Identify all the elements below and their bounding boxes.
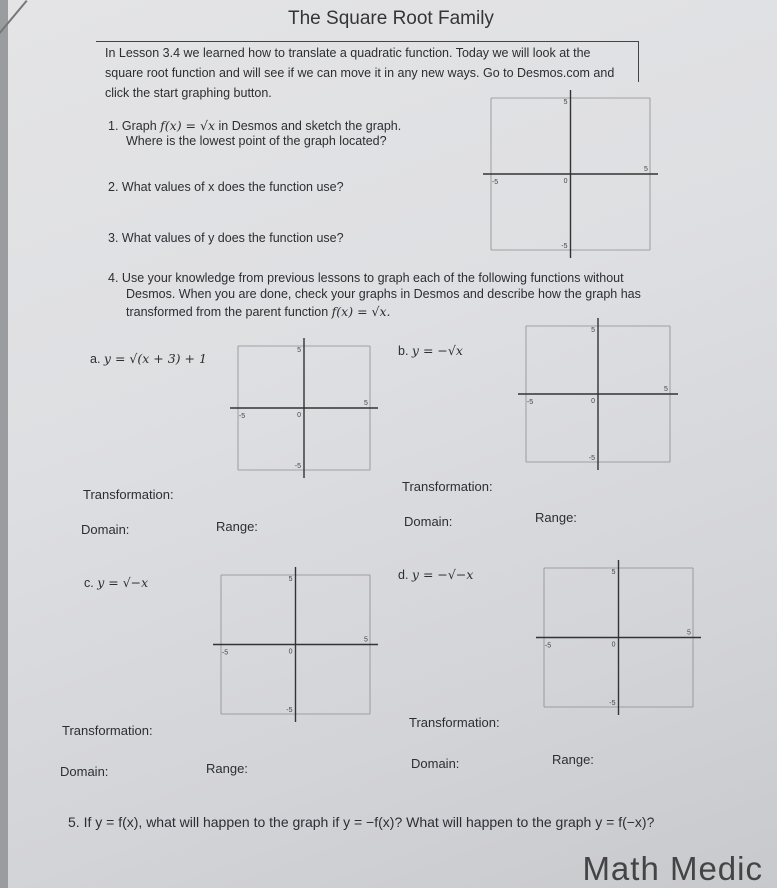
tick-label-right: 5 (687, 629, 691, 637)
part-c-equation (84, 575, 148, 591)
question-text: What values of y does the function use? (121, 231, 344, 245)
intro-line-3: click the start graphing button. (105, 86, 272, 100)
tick-label-bottom: -5 (286, 707, 293, 714)
tick-label-right: 5 (364, 636, 368, 644)
tick-label-origin: 0 (563, 178, 568, 185)
question-number: 5. (68, 814, 80, 830)
q1-math: f(x) = √x (160, 118, 216, 133)
part-c-transformation: Transformation: (62, 723, 153, 738)
tick-label-bottom: -5 (294, 463, 301, 470)
equation: y = √(x + 3) + 1 (103, 351, 207, 366)
part-a-domain: Domain: (81, 522, 130, 537)
part-label: a. (90, 352, 101, 366)
tick-label-top: 5 (563, 99, 568, 106)
tick-label-top: 5 (297, 347, 301, 354)
part-a-transformation: Transformation: (83, 487, 174, 502)
math-medic-logo: Math Medic (582, 850, 763, 887)
worksheet-title: The Square Root Family (288, 8, 494, 29)
part-b-range: Range: (535, 510, 577, 525)
graph-svg (213, 567, 378, 722)
graph-grid-d (536, 560, 701, 715)
equation: y = −√−x (411, 567, 474, 582)
worksheet-page (8, 0, 777, 888)
tick-label-origin: 0 (591, 398, 595, 405)
question-number: 1. (108, 119, 119, 133)
tick-label-top: 5 (288, 576, 293, 583)
question-number: 3. (108, 231, 119, 245)
q4-math: f(x) = √x. (331, 304, 391, 319)
graph-grid-b (518, 318, 678, 470)
question-1-line-2: Where is the lowest point of the graph located? (126, 134, 387, 148)
graph-svg (518, 318, 678, 470)
question-text: If y = f(x), what will happen to the graph if y = −f(x)? What will happen to the graph y = f(−x)? (83, 814, 655, 830)
tick-label-bottom: -5 (609, 700, 616, 707)
equation: y = −√x (411, 343, 463, 358)
tick-label-bottom: -5 (588, 455, 595, 462)
tick-label-left: -5 (526, 399, 534, 406)
intro-line-2: square root function and will see if we can move it in any new ways. Go to Desmos.com and (105, 66, 615, 80)
tick-label-right: 5 (364, 400, 368, 407)
tick-label-right: 5 (644, 166, 648, 173)
part-b-equation (398, 343, 463, 359)
part-label: d. (398, 568, 409, 582)
graph-grid-a (230, 338, 378, 478)
equation: y = √−x (97, 575, 149, 590)
page-fold-line (0, 0, 28, 38)
part-d-equation (398, 567, 473, 583)
graph-svg (536, 560, 701, 715)
intro-line-1: In Lesson 3.4 we learned how to translate a quadratic function. Today we will look at the (105, 46, 591, 60)
part-d-range: Range: (552, 752, 594, 767)
graph-grid-q1 (483, 90, 658, 258)
part-a-equation (90, 351, 207, 367)
tick-label-right: 5 (664, 386, 668, 393)
question-2 (108, 180, 344, 195)
question-3 (108, 231, 344, 246)
question-1 (108, 118, 401, 134)
tick-label-bottom: -5 (561, 243, 568, 250)
question-text: What values of x does the function use? (121, 180, 344, 194)
tick-label-top: 5 (611, 569, 616, 576)
tick-label-left: -5 (491, 179, 499, 186)
question-number: 4. (108, 271, 119, 285)
part-c-domain: Domain: (60, 764, 109, 779)
question-number: 2. (108, 180, 119, 194)
q1-text-pre: Graph (121, 119, 161, 133)
tick-label-origin: 0 (288, 648, 293, 656)
question-5 (68, 815, 654, 830)
part-d-transformation: Transformation: (409, 715, 500, 730)
tick-label-left: -5 (544, 642, 552, 650)
part-d-domain: Domain: (411, 756, 460, 771)
question-4-line-2: Desmos. When you are done, check your graphs in Desmos and describe how the graph has (126, 287, 641, 301)
tick-label-left: -5 (221, 649, 229, 657)
part-b-domain: Domain: (404, 514, 453, 529)
part-label: c. (84, 576, 94, 590)
tick-label-left: -5 (238, 413, 246, 420)
tick-label-top: 5 (591, 327, 595, 334)
graph-svg (230, 338, 378, 478)
q1-text-post: in Desmos and sketch the graph. (215, 119, 402, 133)
part-a-range: Range: (216, 519, 258, 534)
question-text: Use your knowledge from previous lessons to graph each of the following functions without (121, 271, 624, 285)
graph-grid-c (213, 567, 378, 722)
tick-label-origin: 0 (611, 641, 616, 649)
question-4-line-3 (126, 304, 391, 320)
part-c-range: Range: (206, 761, 248, 776)
question-4 (108, 271, 624, 286)
tick-label-origin: 0 (297, 412, 301, 419)
part-label: b. (398, 344, 409, 358)
q4-text-pre: transformed from the parent function (126, 305, 332, 319)
graph-svg (483, 90, 658, 258)
part-b-transformation: Transformation: (402, 479, 493, 494)
